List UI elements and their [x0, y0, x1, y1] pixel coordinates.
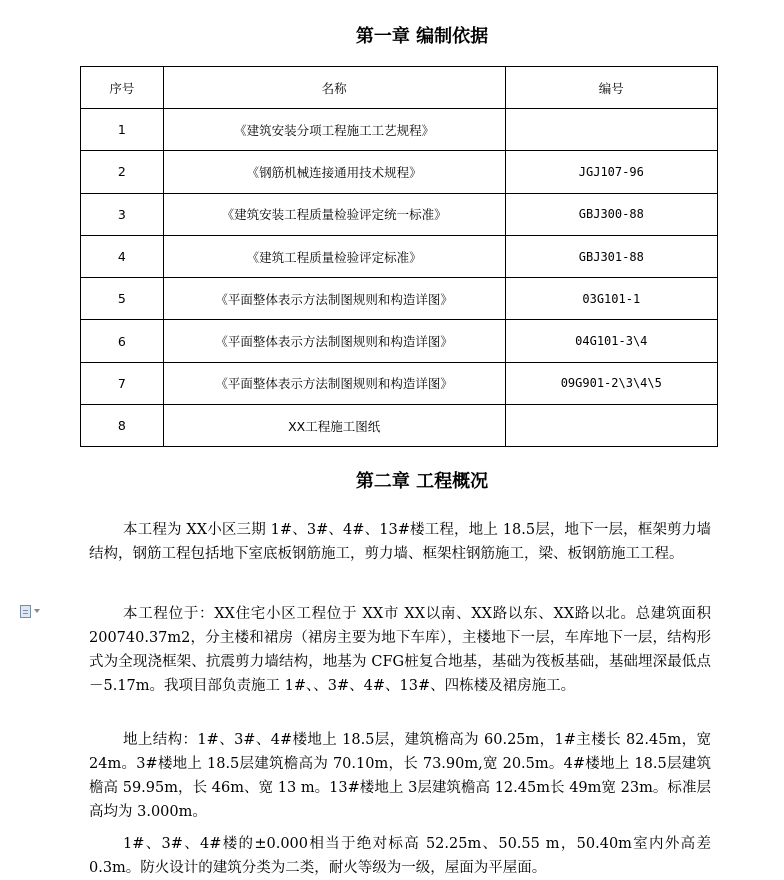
table-row	[81, 109, 718, 151]
row-name: 《建筑安装工程质量检验评定统一标准》	[163, 193, 505, 235]
row-code: JGJ107-96	[505, 151, 717, 193]
row-no: 5	[81, 278, 164, 320]
paste-options-button[interactable]	[20, 603, 50, 619]
row-name: 《平面整体表示方法制图规则和构造详图》	[163, 320, 505, 362]
elevation-paragraph: 1#、3#、4#楼的±0.000相当于绝对标高 52.25m、50.55 m，50.40m室内外高差 0.3m。防火设计的建筑分类为二类，耐火等级为一级，屋面为平屋面。	[89, 836, 711, 876]
chapter-1-title: 第一章 编制依据	[355, 26, 489, 47]
row-code: GBJ300-88	[505, 193, 717, 235]
table-row	[81, 235, 718, 277]
row-no: 8	[81, 405, 164, 447]
location-paragraph: 本工程位于：XX住宅小区工程位于 XX市 XX以南、XX路以东、XX路以北。总建筑面积 200740.37m2，分主楼和裙房（裙房主要为地下车库），主楼地下一层，车库地下一层，结构形式为全现浇框架、抗震剪力墙结构，地基为 CFG桩复合地基，基础为筏板基础，基础埋深最低点－5.17m。我项目部负责施工 1#、、3#、4#、13#、四栋楼及裙房施工。	[89, 606, 711, 694]
chevron-down-icon	[34, 609, 40, 613]
row-no: 6	[81, 320, 164, 362]
table-row	[81, 278, 718, 320]
table-row	[81, 151, 718, 193]
row-no: 4	[81, 235, 164, 277]
row-code: 04G101-3\4	[505, 320, 717, 362]
structure-paragraph: 地上结构：1#、3#、4#楼地上 18.5层，建筑檐高为 60.25m，1#主楼长 82.45m，宽 24m。3#楼地上 18.5层建筑檐高为 70.10m，长 73.90m,宽 20.5m。4#楼地上 18.5层建筑檐高 59.95m，长 46m、宽 13 m。13#楼地上 3层建筑檐高 12.45m长 49m宽 23m。标准层高均为 3.000m。	[89, 732, 711, 820]
table-header-row	[81, 67, 718, 109]
table-row	[81, 362, 718, 404]
table-row	[81, 320, 718, 362]
row-name: 《建筑工程质量检验评定标准》	[163, 235, 505, 277]
row-no: 2	[81, 151, 164, 193]
header-name: 名称	[163, 67, 505, 109]
row-name: XX工程施工图纸	[163, 405, 505, 447]
document-icon	[20, 605, 31, 618]
basis-table	[80, 66, 718, 447]
row-no: 3	[81, 193, 164, 235]
row-code	[505, 405, 717, 447]
row-name: 《钢筋机械连接通用技术规程》	[163, 151, 505, 193]
row-no: 1	[81, 109, 164, 151]
table-row	[81, 193, 718, 235]
header-no: 序号	[81, 67, 164, 109]
row-name: 《建筑安装分项工程施工工艺规程》	[163, 109, 505, 151]
row-code: 09G901-2\3\4\5	[505, 362, 717, 404]
header-code: 编号	[505, 67, 717, 109]
chapter-2-title: 第二章 工程概况	[355, 471, 489, 492]
overview-paragraph: 本工程为 XX小区三期 1#、3#、4#、13#楼工程，地上 18.5层，地下一层，框架剪力墙结构，钢筋工程包括地下室底板钢筋施工，剪力墙、框架柱钢筋施工，梁、板钢筋施工工程。	[89, 522, 711, 562]
row-name: 《平面整体表示方法制图规则和构造详图》	[163, 278, 505, 320]
row-code: GBJ301-88	[505, 235, 717, 277]
row-code	[505, 109, 717, 151]
row-no: 7	[81, 362, 164, 404]
table-row	[81, 405, 718, 447]
row-code: 03G101-1	[505, 278, 717, 320]
row-name: 《平面整体表示方法制图规则和构造详图》	[163, 362, 505, 404]
